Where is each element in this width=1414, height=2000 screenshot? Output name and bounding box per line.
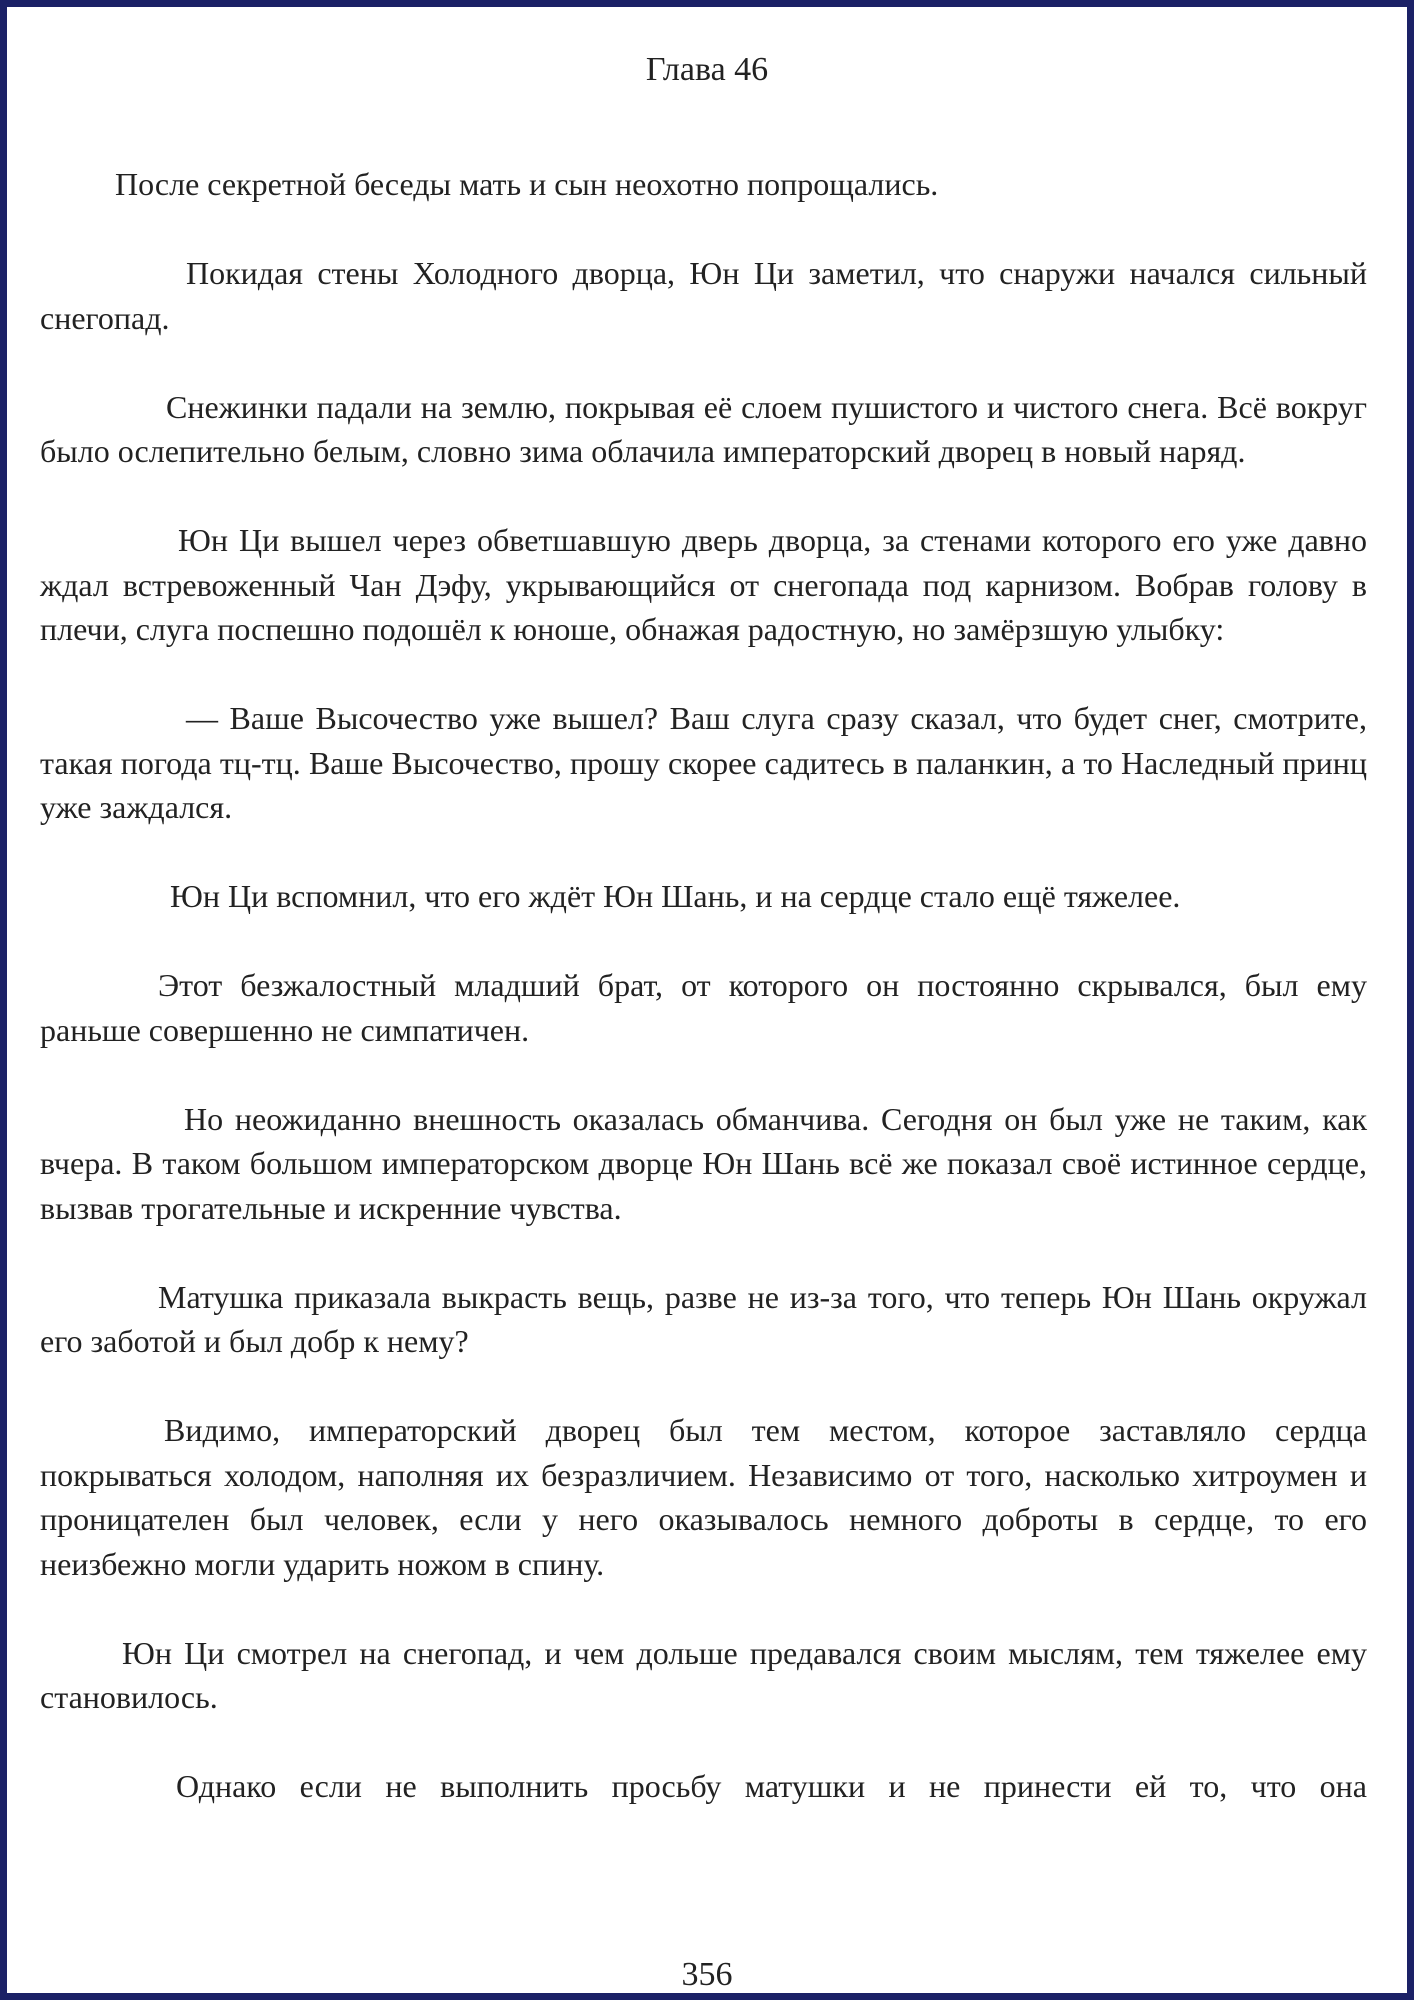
- paragraph-9: Матушка приказала выкрасть вещь, разве не из-за того, что теперь Юн Шань окружал его заботой и был добр к нему?: [40, 1278, 1367, 1359]
- paragraph-11: Юн Ци смотрел на снегопад, и чем дольше предавался своим мыслям, тем тяжелее ему становилось.: [40, 1634, 1367, 1715]
- paragraph-10: Видимо, императорский дворец был тем местом, которое заставляло сердца покрываться холодом, наполняя их безразличием. Независимо от того, насколько хитроумен и проницателен был человек, если у него оказывалось немного доброты в сердце, то его неизбежно могли ударить ножом в спину.: [40, 1412, 1367, 1582]
- paragraph-2: Покидая стены Холодного дворца, Юн Ци заметил, что снаружи начался сильный снегопад.: [40, 255, 1367, 336]
- paragraph-7: Этот безжалостный младший брат, от которого он постоянно скрывался, был ему раньше совершенно не симпатичен.: [40, 967, 1367, 1048]
- paragraph-8: Но неожиданно внешность оказалась обманчива. Сегодня он был уже не таким, как вчера. В таком большом императорском дворце Юн Шань всё же показал своё истинное сердце, вызвав трогательные и искренние чувства.: [40, 1100, 1367, 1226]
- text-body: [40, 162, 1367, 1809]
- paragraph-6: Юн Ци вспомнил, что его ждёт Юн Шань, и на сердце стало ещё тяжелее.: [170, 878, 1181, 914]
- paragraph-3: Снежинки падали на землю, покрывая её слоем пушистого и чистого снега. Всё вокруг было ослепительно белым, словно зима облачила императорский дворец в новый наряд.: [40, 388, 1367, 469]
- chapter-title: Глава 46: [645, 51, 769, 88]
- paragraph-4: Юн Ци вышел через обветшавшую дверь дворца, за стенами которого его уже давно ждал встревоженный Чан Дэфу, укрывающийся от снегопада под карнизом. Вобрав голову в плечи, слуга поспешно подошёл к юноше, обнажая радостную, но замёрзшую улыбку:: [40, 522, 1367, 647]
- page-number: 356: [681, 1956, 733, 1993]
- paragraph-1: После секретной беседы мать и сын неохотно попрощались.: [115, 166, 939, 202]
- paragraph-5: — Ваше Высочество уже вышел? Ваш слуга сразу сказал, что будет снег, смотрите, такая погода тц-тц. Ваше Высочество, прошу скорее садитесь в паланкин, а то Наследный принц уже заждался.: [40, 700, 1367, 825]
- paragraph-12: Однако если не выполнить просьбу матушки и не принести ей то, что она: [176, 1768, 1367, 1804]
